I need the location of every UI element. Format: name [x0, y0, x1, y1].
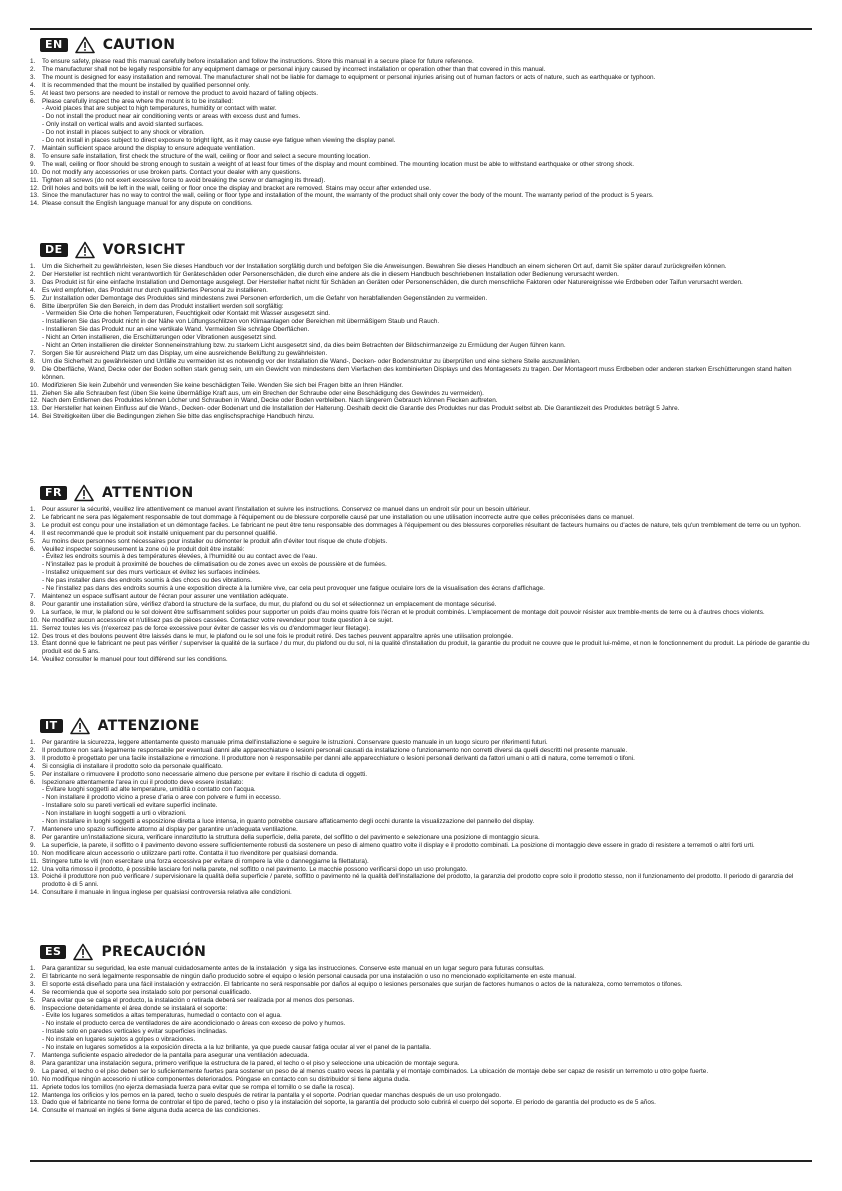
language-badge: FR — [40, 486, 67, 500]
item-text: Bei Streitigkeiten über die Bedingungen ziehen Sie bitte das englischsprachige Handbuch hinzu. — [42, 413, 315, 421]
item-number: 13. — [30, 1099, 39, 1107]
list-item — [30, 755, 812, 763]
instruction-list — [30, 965, 812, 1115]
list-item — [30, 739, 812, 747]
list-item — [30, 842, 812, 850]
item-text: Um die Sicherheit zu gewährleisten und Unfälle zu vermeiden ist es notwendig vor der Installation die Wand-, Decken- oder Bodenstruktur zu überprüfen und eine sichere Stelle auszuwählen. — [42, 357, 581, 365]
list-item — [30, 295, 812, 303]
sub-item: - Do not install the product near air conditioning vents or areas with excess dust and fumes. — [42, 113, 301, 121]
item-number: 6. — [30, 1004, 36, 1012]
list-item — [30, 66, 812, 74]
section-header — [40, 943, 812, 961]
list-item — [30, 58, 812, 66]
item-number: 13. — [30, 405, 39, 413]
item-number: 14. — [30, 656, 39, 664]
item-text: La superficie, la parete, il soffitto o il pavimento devono essere sufficientemente robusti da sostenere un peso di almeno quattro volte il display e il prodotto combinati. La posizione di montaggio deve essere in grado di resistere a terremoti o altri forti urti. — [42, 841, 755, 849]
list-item — [30, 1099, 812, 1107]
item-text: Es wird empfohlen, das Produkt nur durch qualifiziertes Personal zu installieren. — [42, 286, 268, 294]
item-number: 14. — [30, 1107, 39, 1115]
item-text: Drill holes and bolts will be left in the wall, ceiling or floor once the display and bracket are removed. Stains may occur after extended use. — [42, 184, 431, 192]
instruction-list — [30, 506, 812, 664]
item-text: It is recommended that the mount be installed by qualified personnel only. — [42, 81, 251, 89]
section-en — [30, 36, 812, 208]
sub-item: - Do not install in places subject to direct exposure to bright light, as it may cause eye fatigue when viewing the display panel. — [42, 137, 396, 145]
list-item — [30, 1005, 812, 1052]
item-number: 11. — [30, 1083, 39, 1091]
sub-item: - Non installare in luoghi soggetti a urti o vibrazioni. — [42, 810, 187, 818]
item-text: The wall, ceiling or floor should be strong enough to sustain a weight of at least four times of the display and mount combined. The mounting location must be able to withstand earthquake or other strong shock. — [42, 160, 635, 168]
item-number: 6. — [30, 97, 36, 105]
item-number: 1. — [30, 739, 36, 746]
item-number: 10. — [30, 381, 39, 389]
item-text: Para garantizar su seguridad, lea este manual cuidadosamente antes de la instalación y siga las instrucciones. Conserve este manual en un lugar seguro para futuras consultas. — [42, 965, 545, 972]
item-number: 10. — [30, 616, 39, 624]
item-number: 6. — [30, 302, 36, 310]
item-number: 11. — [30, 624, 39, 632]
item-number: 10. — [30, 168, 39, 176]
item-number: 13. — [30, 640, 39, 648]
sub-item: - Évitez les endroits soumis à des températures élevées, à l'humidité ou au contact avec de l'eau. — [42, 553, 318, 561]
section-title: CAUTION — [102, 37, 176, 53]
item-number: 5. — [30, 537, 36, 545]
list-item — [30, 514, 812, 522]
sub-item: - Non installare in luoghi soggetti a esposizione diretta a luce intensa, in quanto potrebbe causare affaticamento degli occhi durante la visualizzazione del pannello del display. — [42, 818, 535, 826]
list-item — [30, 287, 812, 295]
item-text: Au moins deux personnes sont nécessaires pour installer ou démonter le produit afin d'éviter tout risque de chute d'objets. — [42, 537, 388, 545]
item-number: 9. — [30, 841, 36, 849]
item-text: La pared, el techo o el piso deben ser lo suficientemente fuertes para sostener un peso de al menos cuatro veces la pantalla y el montaje combinados. La ubicación de montaje debe ser capaz de resistir un terremoto u otro golpe fuerte. — [42, 1067, 709, 1075]
item-number: 3. — [30, 754, 36, 762]
list-item — [30, 889, 812, 897]
item-number: 8. — [30, 357, 36, 365]
item-text: Le fabricant ne sera pas légalement responsable de tout dommage à l'équipement ou de blessure corporelle causé par une installation ou une utilisation incorrecte autre que celles préconisées dans ce manuel. — [42, 513, 635, 521]
item-text: El soporte está diseñado para una fácil instalación y extracción. El fabricante no será responsable por daños al equipo o lesiones personales que surjan de factores humanos o actos de la naturaleza, como terremotos o tifones. — [42, 980, 683, 988]
sub-item: - Evite los lugares sometidos a altas temperaturas, humedad o contacto con el agua. — [42, 1012, 282, 1020]
item-text: Die Oberfläche, Wand, Decke oder der Boden sollten stark genug sein, um ein Gewicht von mindestens dem Vierfachen des kombinierten Displays und des Montagesets zu tragen. Der Montageort muss Erdbeben oder anderen starken Erschütterungen stand halten können. — [42, 365, 794, 381]
item-text: Una volta rimosso il prodotto, è possibile lasciare fori nella parete, nel soffitto o nel pavimento. Le macchie possono verificarsi dopo un uso prolungato. — [42, 865, 468, 873]
section-title: ATTENZIONE — [97, 718, 200, 734]
item-number: 10. — [30, 849, 39, 857]
item-number: 7. — [30, 592, 36, 600]
list-item — [30, 601, 812, 609]
item-number: 11. — [30, 857, 39, 865]
item-number: 12. — [30, 632, 39, 640]
item-number: 9. — [30, 608, 36, 616]
sub-item: - Vermeiden Sie Orte die hohen Temperaturen, Feuchtigkeit oder Kontakt mit Wasser ausgesetzt sind. — [42, 310, 331, 318]
item-number: 4. — [30, 762, 36, 770]
list-item — [30, 279, 812, 287]
sub-item: - Nicht an Orten installieren die direkter Sonneneinstrahlung bzw. zu starkem Licht ausgesetzt sind, da dies beim Betrachten der Bildschirmanzeige zu Ermüdung der Augen führen kann. — [42, 342, 566, 350]
item-text: The manufacturer shall not be legally responsible for any equipment damage or personal injury caused by incorrect installation or operation other than that covered in this manual. — [42, 65, 546, 73]
item-text: Pour assurer la sécurité, veuillez lire attentivement ce manuel avant l'installation et suivre les instructions. Conservez ce manuel dans un endroit sûr pour un besoin ultérieur. — [42, 506, 531, 513]
list-item — [30, 145, 812, 153]
item-number: 11. — [30, 389, 39, 397]
list-item — [30, 826, 812, 834]
item-text: Per garantire la sicurezza, leggere attentamente questo manuale prima dell'installazione e seguire le istruzioni. Conservare questo manuale in un luogo sicuro per riferimenti futuri. — [42, 739, 548, 746]
list-item — [30, 358, 812, 366]
item-text: Tighten all screws (do not exert excessive force to avoid breaking the screw or damaging its thread). — [42, 176, 326, 184]
item-text: Veuillez consulter le manuel pour tout différend sur les conditions. — [42, 656, 228, 664]
list-item — [30, 74, 812, 82]
item-text: Ispezionare attentamente l'area in cui il prodotto deve essere installato: — [42, 778, 244, 786]
sub-item: - Installare solo su pareti verticali ed evitare superfici inclinate. — [42, 802, 218, 810]
section-header — [40, 484, 812, 502]
item-number: 11. — [30, 176, 39, 184]
list-item — [30, 161, 812, 169]
item-number: 6. — [30, 778, 36, 786]
list-item — [30, 82, 812, 90]
list-item — [30, 873, 812, 889]
item-text: Sorgen Sie für ausreichend Platz um das Display, um eine ausreichende Belüftung zu gewährleisten. — [42, 349, 328, 357]
sub-item: - Instale solo en paredes verticales y evitar superficies inclinadas. — [42, 1028, 228, 1036]
list-item — [30, 153, 812, 161]
item-text: Since the manufacturer has no way to control the wall, ceiling or floor type and installation of the mount, the warranty of the product shall only cover the body of the mount. The warranty period of the product is 5 years. — [42, 192, 654, 200]
item-number: 9. — [30, 365, 36, 373]
list-item — [30, 185, 812, 193]
list-item — [30, 866, 812, 874]
item-number: 8. — [30, 833, 36, 841]
list-item — [30, 271, 812, 279]
item-number: 9. — [30, 160, 36, 168]
section-title: ATTENTION — [101, 485, 194, 501]
item-number: 1. — [30, 58, 36, 65]
item-text: Um die Sicherheit zu gewährleisten, lesen Sie dieses Handbuch vor der Installation sorgfältig durch und befolgen Sie die Anweisungen. Bewahren Sie dieses Handbuch an einem sicheren Ort auf, damit Sie später darauf zurückgreifen können. — [42, 263, 727, 270]
language-badge: IT — [40, 719, 63, 733]
section-de — [30, 241, 812, 421]
list-item — [30, 538, 812, 546]
item-text: Étant donné que le fabricant ne peut pas vérifier / superviser la qualité de la surface / du mur, du plafond ou du sol, ni la qualité d'installation du produit, la garantie du produit ne couvre que le produit lui-même, et non le fonctionnement du produit. La période de garantie du produit est de 5 ans. — [42, 640, 812, 656]
item-number: 8. — [30, 1059, 36, 1067]
item-text: Para garantizar una instalación segura, primero verifique la estructura de la pared, el techo o el piso y seleccione una ubicación de montaje segura. — [42, 1059, 460, 1067]
item-number: 13. — [30, 873, 39, 881]
item-number: 12. — [30, 865, 39, 873]
sub-item: - Only install on vertical walls and avoid slanted surfaces. — [42, 121, 204, 129]
item-text: Poiché il produttore non può verificare / supervisionare la qualità della superficie / parete, soffitto o pavimento né la qualità dell'installazione del prodotto, la garanzia del prodotto copre solo il prodotto stesso, non il funzionamento del prodotto. Il periodo di garanzia del prodotto è di 5 anni. — [42, 873, 796, 889]
item-text: Per installare o rimuovere il prodotto sono necessarie almeno due persone per evitare il rischio di caduta di oggetti. — [42, 770, 368, 778]
list-item — [30, 546, 812, 593]
sub-item: - Avoid places that are subject to high temperatures, humidity or contact with water. — [42, 105, 277, 113]
item-number: 8. — [30, 600, 36, 608]
language-badge: ES — [40, 945, 66, 959]
section-title: PRECAUCIÓN — [101, 944, 207, 960]
item-number: 5. — [30, 996, 36, 1004]
item-number: 3. — [30, 980, 36, 988]
list-item — [30, 609, 812, 617]
item-number: 1. — [30, 506, 36, 513]
item-number: 2. — [30, 513, 36, 521]
item-text: Serrez toutes les vis (n'exercez pas de force excessive pour éviter de casser les vis ou d'endommager leur filetage). — [42, 624, 371, 632]
section-title: VORSICHT — [102, 242, 186, 258]
warning-triangle-icon — [70, 717, 90, 735]
list-item — [30, 973, 812, 981]
list-item — [30, 405, 812, 413]
sub-item: - Ne pas installer dans des endroits soumis à des chocs ou des vibrations. — [42, 577, 252, 585]
item-number: 14. — [30, 889, 39, 897]
item-number: 2. — [30, 746, 36, 754]
item-text: Zur Installation oder Demontage des Produktes sind mindestens zwei Personen erforderlich, um die Gefahr von herabfallenden Gegenständen zu vermeiden. — [42, 294, 488, 302]
instruction-list — [30, 263, 812, 421]
list-item — [30, 177, 812, 185]
item-number: 2. — [30, 972, 36, 980]
language-badge: DE — [40, 243, 68, 257]
item-number: 8. — [30, 152, 36, 160]
item-number: 4. — [30, 529, 36, 537]
item-text: Der Hersteller ist rechtlich nicht verantwortlich für Geräteschäden oder Personenschäden, die durch eine andere als die in diesem Handbuch beschriebenen Installation oder Bedienung verursacht werden. — [42, 270, 619, 278]
sub-item: - No instale en lugares sometidos a la exposición directa a la luz brillante, ya que puede causar fatiga ocular al ver el panel de la pantalla. — [42, 1044, 431, 1052]
sub-item: - Installez uniquement sur des murs verticaux et évitez les surfaces inclinées. — [42, 569, 261, 577]
warning-triangle-icon — [75, 36, 95, 54]
instruction-list — [30, 58, 812, 208]
list-item — [30, 366, 812, 382]
sub-item: - N'installez pas le produit à proximité de bouches de climatisation ou de zones avec un excès de poussière et de fumées. — [42, 561, 387, 569]
item-text: Il prodotto è progettato per una facile installazione e rimozione. Il produttore non è responsabile per danni alle apparecchiature o lesioni personali derivanti da fattori umani o atti di natura, come terremoti o tifoni. — [42, 754, 635, 762]
item-text: Der Hersteller hat keinen Einfluss auf die Wand-, Decken- oder Bodenart und die Installation der Halterung. Deshalb deckt die Garantie des Produktes nur das Produkt selbst ab. Die Garantiezeit des Produktes beträgt 5 Jahre. — [42, 405, 680, 413]
list-item — [30, 858, 812, 866]
item-text: Dado que el fabricante no tiene forma de controlar el tipo de pared, techo o piso y la instalación del soporte, la garantía del producto solo cubrirá el cuerpo del soporte. El periodo de garantía del producto es de 5 años. — [42, 1099, 656, 1107]
sub-item: - No instale en lugares sujetos a golpes o vibraciones. — [42, 1036, 196, 1044]
sub-item: - Installieren Sie das Produkt nicht in der Nähe von Lüftungsschlitzen von Klimaanlagen oder Bereichen mit übermäßigem Staub und Rauch. — [42, 318, 440, 326]
sub-item: - Do not install in places subject to any shock or vibration. — [42, 129, 205, 137]
item-text: Ne modifiez aucun accessoire et n'utilisez pas de pièces cassées. Contactez votre revendeur pour toute question à ce sujet. — [42, 616, 394, 624]
item-number: 1. — [30, 263, 36, 270]
list-item — [30, 98, 812, 145]
list-item — [30, 656, 812, 664]
list-item — [30, 397, 812, 405]
item-number: 5. — [30, 770, 36, 778]
section-es — [30, 943, 812, 1115]
item-text: Maintain sufficient space around the display to ensure adequate ventilation. — [42, 144, 256, 152]
list-item — [30, 1107, 812, 1115]
item-text: Veuillez inspecter soigneusement la zone où le produit doit être installé: — [42, 545, 245, 553]
list-item — [30, 850, 812, 858]
list-item — [30, 640, 812, 656]
list-item — [30, 263, 812, 271]
item-number: 14. — [30, 413, 39, 421]
warning-triangle-icon — [75, 241, 95, 259]
list-item — [30, 771, 812, 779]
list-item — [30, 1068, 812, 1076]
list-item — [30, 989, 812, 997]
item-text: La surface, le mur, le plafond ou le sol doivent être suffisamment solides pour supporter un poids d'au moins quatre fois l'écran et le produit combinés. L'emplacement de montage doit pouvoir résister aux tremble-ments de terre ou à d'autres chocs violents. — [42, 608, 765, 616]
item-text: Para evitar que se caiga el producto, la instalación o retirada deberá ser realizada por al menos dos personas. — [42, 996, 355, 1004]
top-rule — [30, 28, 812, 30]
sub-item: - Nicht an Orten installieren, die Erschütterungen oder Vibrationen ausgesetzt sind. — [42, 334, 277, 342]
item-text: Bitte überprüfen Sie den Bereich, in dem das Produkt installiert werden soll sorgfältig: — [42, 302, 284, 310]
section-header — [40, 241, 812, 259]
item-text: Inspeccione detenidamente el área donde se instalará el soporte: — [42, 1004, 228, 1012]
item-number: 5. — [30, 294, 36, 302]
item-number: 3. — [30, 73, 36, 81]
list-item — [30, 390, 812, 398]
item-number: 9. — [30, 1067, 36, 1075]
list-item — [30, 382, 812, 390]
list-item — [30, 303, 812, 350]
item-number: 4. — [30, 988, 36, 996]
instruction-list — [30, 739, 812, 897]
warning-triangle-icon — [73, 943, 93, 961]
item-number: 7. — [30, 349, 36, 357]
list-item — [30, 350, 812, 358]
list-item — [30, 763, 812, 771]
item-number: 14. — [30, 200, 39, 208]
list-item — [30, 617, 812, 625]
warning-triangle-icon — [74, 484, 94, 502]
item-number: 7. — [30, 1051, 36, 1059]
item-text: Pour garantir une installation sûre, vérifiez d'abord la structure de la surface, du mur, du plafond ou du sol et sélectionnez un emplacement de montage sécurisé. — [42, 600, 497, 608]
list-item — [30, 192, 812, 200]
sub-item: - Installieren Sie das Produkt nur an eine vertikale Wand. Vermeiden Sie schräge Oberflächen. — [42, 326, 310, 334]
sub-item: - No instale el producto cerca de ventiladores de aire acondicionado o áreas con exceso de polvo y humos. — [42, 1020, 346, 1028]
item-text: Ziehen Sie alle Schrauben fest (üben Sie keine übermäßige Kraft aus, um ein Brechen der Schraube oder eine Beschädigung des Gewindes zu vermeiden). — [42, 389, 484, 397]
section-fr — [30, 484, 812, 664]
item-number: 2. — [30, 65, 36, 73]
item-text: Il est recommandé que le produit soit installé uniquement par du personnel qualifié. — [42, 529, 278, 537]
list-item — [30, 1076, 812, 1084]
item-text: Non modificare alcun accessorio o utilizzare parti rotte. Contatta il tuo rivenditore per qualsiasi domanda. — [42, 849, 338, 857]
item-number: 5. — [30, 89, 36, 97]
item-text: Maintenez un espace suffisant autour de l'écran pour assurer une ventilation adéquate. — [42, 592, 289, 600]
item-number: 10. — [30, 1075, 39, 1083]
sub-item: - Evitare luoghi soggetti ad alte temperature, umidità o contatto con l'acqua. — [42, 786, 256, 794]
item-number: 12. — [30, 397, 39, 405]
section-header — [40, 717, 812, 735]
item-text: Si consiglia di installare il prodotto solo da personale qualificato. — [42, 762, 223, 770]
item-text: Il produttore non sarà legalmente responsabile per eventuali danni alle apparecchiature o lesioni personali causati da installazione o funzionamento non corretti diversi da quelli descritti nel presente manuale. — [42, 746, 628, 754]
list-item — [30, 413, 812, 421]
list-item — [30, 1060, 812, 1068]
item-text: Do not modify any accessories or use broken parts. Contact your dealer with any questions. — [42, 168, 302, 176]
item-number: 12. — [30, 1091, 39, 1099]
item-number: 6. — [30, 545, 36, 553]
item-number: 4. — [30, 81, 36, 89]
item-number: 13. — [30, 192, 39, 200]
item-text: To ensure safe installation, first check the structure of the wall, ceiling or floor and select a secure mounting location. — [42, 152, 371, 160]
item-text: Mantenere uno spazio sufficiente attorno al display per garantire un'adeguata ventilazione. — [42, 825, 298, 833]
list-item — [30, 779, 812, 826]
list-item — [30, 530, 812, 538]
list-item — [30, 981, 812, 989]
list-item — [30, 965, 812, 973]
item-text: The mount is designed for easy installation and removal. The manufacturer shall not be liable for damage to equipment or personal injuries arising out of human factors or acts of nature, such as earthquake or typhoon. — [42, 73, 656, 81]
item-text: Modifizieren Sie kein Zubehör und verwenden Sie keine beschädigten Teile. Wenden Sie sich bei Fragen bitte an Ihren Händler. — [42, 381, 404, 389]
item-text: Se recomienda que el soporte sea instalado solo por personal cualificado. — [42, 988, 252, 996]
list-item — [30, 522, 812, 530]
item-text: At least two persons are needed to install or remove the product to avoid hazard of falling objects. — [42, 89, 319, 97]
item-number: 7. — [30, 825, 36, 833]
item-text: Please consult the English language manual for any dispute on conditions. — [42, 200, 253, 208]
list-item — [30, 997, 812, 1005]
section-header — [40, 36, 812, 54]
item-number: 2. — [30, 270, 36, 278]
list-item — [30, 834, 812, 842]
item-text: El fabricante no será legalmente responsable de ningún daño producido sobre el equipo o lesión personal causada por una instalación o uso no mencionado explícitamente en este manual. — [42, 972, 576, 980]
item-text: Mantenga suficiente espacio alrededor de la pantalla para asegurar una ventilación adecuada. — [42, 1051, 310, 1059]
list-item — [30, 169, 812, 177]
list-item — [30, 593, 812, 601]
item-text: Per garantire un'installazione sicura, verificare innanzitutto la struttura della superficie, della parete, del soffitto o del pavimento e selezionare una posizione di montaggio sicura. — [42, 833, 540, 841]
item-text: Apriete todos los tornillos (no ejerza demasiada fuerza para evitar que se rompa el tornillo o se dañe la rosca). — [42, 1083, 355, 1091]
item-number: 4. — [30, 286, 36, 294]
list-item — [30, 90, 812, 98]
section-it — [30, 717, 812, 897]
item-text: Das Produkt ist für eine einfache Installation und Demontage ausgelegt. Der Hersteller haftet nicht für Schäden an Geräten oder Personenschäden, die durch menschliche Faktoren oder Naturereignisse wie Erdbeben oder Taifun verursacht werden. — [42, 278, 743, 286]
bottom-rule — [30, 1160, 812, 1162]
item-number: 7. — [30, 144, 36, 152]
item-number: 3. — [30, 278, 36, 286]
sub-item: - Ne l'installez pas dans des endroits soumis à une exposition directe à la lumière vive, car cela peut provoquer une fatigue oculaire lors de la visualisation des écrans d'affichage. — [42, 585, 545, 593]
item-number: 12. — [30, 184, 39, 192]
item-text: To ensure safety, please read this manual carefully before installation and follow the instructions. Store this manual in a secure place for future reference. — [42, 58, 474, 65]
list-item — [30, 1052, 812, 1060]
item-text: Consultare il manuale in lingua inglese per qualsiasi controversia relativa alle condizioni. — [42, 889, 292, 897]
list-item — [30, 1084, 812, 1092]
item-text: Stringere tutte le viti (non esercitare una forza eccessiva per evitare di rompere la vite o danneggiarne la filettatura). — [42, 857, 369, 865]
item-number: 1. — [30, 965, 36, 972]
item-text: Consulte el manual en inglés si tiene alguna duda acerca de las condiciones. — [42, 1107, 261, 1115]
item-text: Le produit est conçu pour une installation et un démontage faciles. Le fabricant ne peut être tenu responsable des dommages à l'équipement ou des blessures corporelles résultant de facteurs humains ou d'actes de nature, tels qu'un tremblement de terre ou un typhon. — [42, 521, 801, 529]
list-item — [30, 1092, 812, 1100]
item-text: Mantenga los orificios y los pernos en la pared, techo o suelo después de retirar la pantalla y el soporte. Podrían quedar manchas después de un uso prolongado. — [42, 1091, 501, 1099]
sub-item: - Non installare il prodotto vicino a prese d'aria o aree con polvere e fumi in eccesso. — [42, 794, 281, 802]
list-item — [30, 200, 812, 208]
list-item — [30, 747, 812, 755]
item-text: Please carefully inspect the area where the mount is to be installed: — [42, 97, 234, 105]
item-text: Des trous et des boulons peuvent être laissés dans le mur, le plafond ou le sol une fois le produit retiré. Des taches peuvent apparaître après une utilisation prolongée. — [42, 632, 514, 640]
list-item — [30, 506, 812, 514]
item-text: No modifique ningún accesorio ni utilice componentes deteriorados. Póngase en contacto con su distribuidor si tiene alguna duda. — [42, 1075, 411, 1083]
language-badge: EN — [40, 38, 68, 52]
item-number: 3. — [30, 521, 36, 529]
item-text: Nach dem Entfernen des Produktes können Löcher und Schrauben in Wand, Decke oder Boden verbleiben. Nach längerem Gebrauch können Flecken auftreten. — [42, 397, 498, 405]
list-item — [30, 625, 812, 633]
